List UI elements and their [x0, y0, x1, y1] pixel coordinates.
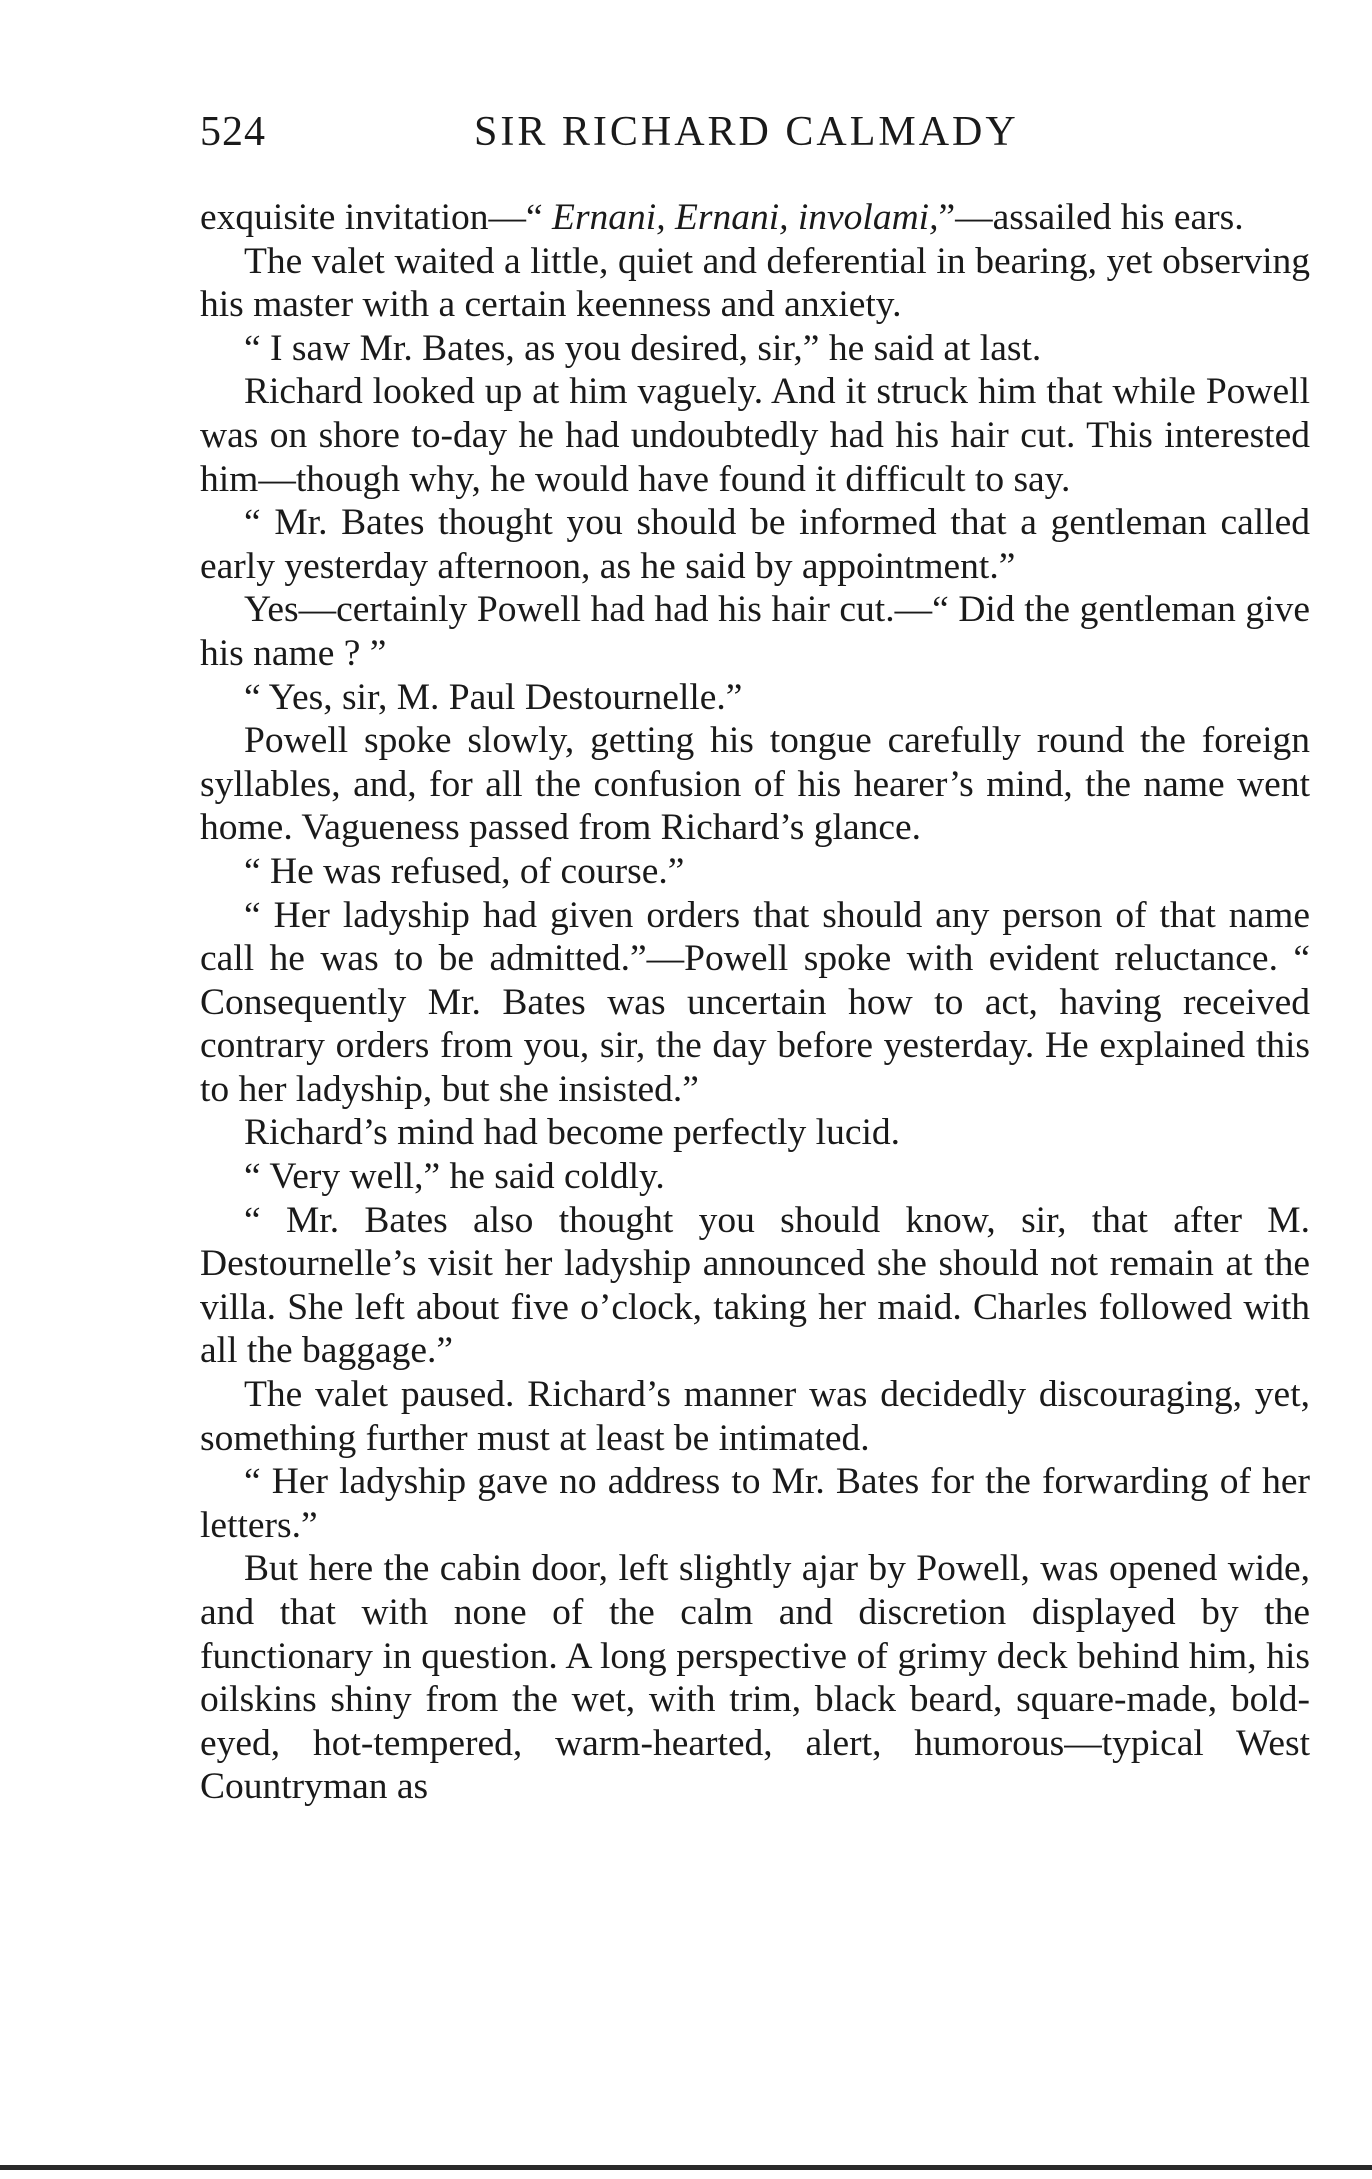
page-header	[200, 108, 1320, 168]
paragraph: Powell spoke slowly, getting his tongue carefully round the foreign syllables, and, for all the confusion of his hearer’s mind, the name went home. Vagueness passed from Richard’s glance.	[200, 720, 1310, 849]
paragraph: But here the cabin door, left slightly ajar by Powell, was opened wide, and that with none of the calm and discretion displayed by the functionary in question. A long perspective of grimy deck behind him, his oilskins shiny from the wet, with trim, black beard, square-made, bold-eyed, hot-tempered, warm-hearted, alert, humorous—typical West Countryman as	[200, 1548, 1310, 1808]
bottom-scan-rule	[0, 2165, 1372, 2170]
paragraph: “ Mr. Bates also thought you should know, sir, that after M. Destournelle’s visit her ladyship announced she should not remain at the villa. She left about five o’clock, taking her maid. Charles followed with all the baggage.”	[200, 1199, 1310, 1372]
paragraph-text: exquisite invitation—“	[200, 197, 553, 238]
paragraph: “ Mr. Bates thought you should be informed that a gentleman called early yesterday afternoon, as he said by appointment.”	[200, 502, 1310, 587]
paragraph: The valet waited a little, quiet and deferential in bearing, yet observing his master with a certain keenness and anxiety.	[200, 240, 1310, 326]
paragraph: Richard’s mind had become perfectly lucid.	[244, 1112, 901, 1154]
paragraph: “ I saw Mr. Bates, as you desired, sir,” he said at last.	[244, 327, 1042, 369]
italic-quote: Ernani, Ernani, involami,	[552, 197, 939, 238]
paragraph: “ Her ladyship gave no address to Mr. Bates for the forwarding of her letters.”	[200, 1461, 1310, 1546]
paragraph: Yes—certainly Powell had had his hair cut.—“ Did the gentleman give his name ? ”	[200, 589, 1310, 674]
paragraph: “ Very well,” he said coldly.	[244, 1156, 665, 1198]
page-number: 524	[200, 109, 266, 155]
body-text	[200, 196, 1310, 1809]
paragraph: Richard looked up at him vaguely. And it struck him that while Powell was on shore to-day he had undoubtedly had his hair cut. This interested him—though why, he would have found it difficult to say.	[200, 371, 1310, 500]
running-title: SIR RICHARD CALMADY	[474, 109, 1019, 155]
paragraph: “ He was refused, of course.”	[244, 850, 685, 892]
paragraph	[200, 196, 1310, 240]
paragraph-text: ”—assailed his ears.	[938, 197, 1244, 238]
paragraph: “ Yes, sir, M. Paul Destournelle.”	[244, 676, 743, 718]
paragraph: “ Her ladyship had given orders that should any person of that name call he was to be admitted.”—Powell spoke with evident reluctance. “ Consequently Mr. Bates was uncertain how to act, having received contrary orders from you, sir, the day before yesterday. He explained this to her ladyship, but she insisted.”	[200, 894, 1310, 1110]
paragraph: The valet paused. Richard’s manner was decidedly discouraging, yet, something further must at least be intimated.	[200, 1374, 1310, 1459]
